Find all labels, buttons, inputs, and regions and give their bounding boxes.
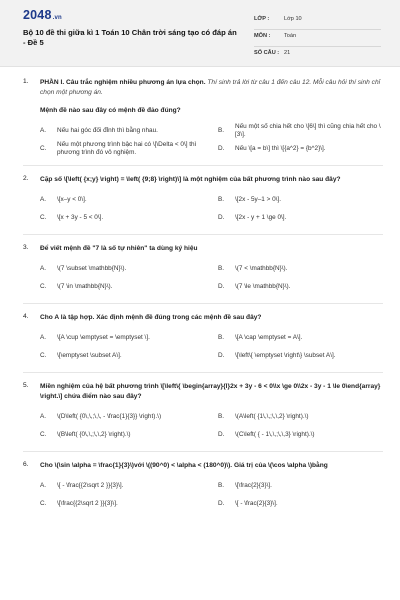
option-b[interactable] bbox=[218, 477, 390, 495]
divider bbox=[23, 372, 383, 373]
option-text: Nếu hai góc đối đỉnh thì bằng nhau. bbox=[57, 126, 158, 134]
section-intro bbox=[40, 78, 383, 98]
option-d[interactable] bbox=[218, 140, 390, 158]
logo-main: 2048 bbox=[23, 8, 52, 22]
option-letter: B. bbox=[218, 126, 225, 134]
option-text: \[2x - 5y–1 > 0\]. bbox=[235, 195, 282, 203]
option-a[interactable] bbox=[40, 408, 212, 426]
option-letter: A. bbox=[40, 195, 47, 203]
option-d[interactable] bbox=[218, 426, 390, 444]
question-list bbox=[0, 78, 400, 513]
option-text: \(7 \subset \mathbb{N}\). bbox=[57, 264, 127, 272]
question-6 bbox=[23, 461, 383, 513]
option-c[interactable] bbox=[40, 209, 212, 227]
option-letter: C. bbox=[40, 213, 47, 221]
option-text: \[ - \frac{{2\sqrt 2 }}{3}\]. bbox=[57, 481, 124, 489]
meta-value: Lớp 10 bbox=[284, 16, 302, 22]
option-letter: B. bbox=[218, 264, 225, 272]
option-letter: B. bbox=[218, 195, 225, 203]
option-text: \(D\left( {0\,\,;\,\, - \frac{1}{3}} \right).\) bbox=[57, 412, 162, 420]
section-heading: PHẦN I. Câu trắc nghiệm nhiều phương án lựa chọn. bbox=[40, 79, 206, 86]
question-text: Để viết mệnh đề "7 là số tự nhiên" ta dùng ký hiệu bbox=[40, 245, 198, 252]
option-b[interactable] bbox=[218, 260, 390, 278]
option-text: \[x–y < 0\]. bbox=[57, 195, 87, 203]
option-b[interactable] bbox=[218, 191, 390, 209]
option-letter: C. bbox=[40, 430, 47, 438]
option-text: \(A\left( {1\,\,;\,\,2} \right).\) bbox=[235, 412, 309, 420]
question-text: Cặp số \[\left( {x;y} \right) = \left( {9;8} \right)\] là một nghiệm của bất phương trình nào sau đây? bbox=[40, 176, 341, 183]
question-text: Cho \(\sin \alpha = \frac{1}{3}\)với \((90^0) < \alpha < (180^0)\). Giá trị của \(\cos \alpha \)bằng bbox=[40, 462, 328, 469]
option-text: \[\left\{ \emptyset \right\} \subset A\]. bbox=[235, 351, 336, 359]
option-b[interactable] bbox=[218, 122, 390, 140]
question-number: 1. bbox=[23, 78, 29, 85]
option-letter: A. bbox=[40, 126, 47, 134]
meta-value: Toán bbox=[284, 33, 297, 39]
option-c[interactable] bbox=[40, 426, 212, 444]
option-text: \(7 < \mathbb{N}\). bbox=[235, 264, 288, 272]
option-text: \[A \cap \emptyset = A\]. bbox=[235, 333, 303, 341]
question-text: Cho A là tập hợp. Xác định mệnh đề đúng trong các mệnh đề sau đây? bbox=[40, 314, 262, 321]
option-letter: D. bbox=[218, 282, 225, 290]
question-1 bbox=[23, 78, 383, 158]
meta-label: LỚP : bbox=[254, 16, 270, 22]
meta-value: 21 bbox=[284, 50, 291, 56]
divider bbox=[23, 303, 383, 304]
question-2 bbox=[23, 175, 383, 227]
question-number: 4. bbox=[23, 313, 29, 320]
option-a[interactable] bbox=[40, 122, 212, 140]
option-letter: C. bbox=[40, 499, 47, 507]
site-logo[interactable] bbox=[23, 8, 62, 22]
meta-box bbox=[254, 13, 381, 63]
option-text: \(C\left( { - 1\,\,;\,\,3} \right).\) bbox=[235, 430, 315, 438]
option-a[interactable] bbox=[40, 260, 212, 278]
option-d[interactable] bbox=[218, 278, 390, 296]
divider bbox=[23, 451, 383, 452]
option-d[interactable] bbox=[218, 209, 390, 227]
option-text: Nếu \[a = b\] thì \[{a^2} = {b^2}\]. bbox=[235, 144, 326, 152]
option-text: \(7 \in \mathbb{N}\). bbox=[57, 282, 113, 290]
page-header bbox=[0, 0, 400, 67]
option-text: \[\frac{{2\sqrt 2 }}{3}\]. bbox=[57, 499, 118, 507]
option-d[interactable] bbox=[218, 495, 390, 513]
question-text: Miền nghiệm của hệ bất phương trình \[\left\{ \begin{array}{l}2x + 3y - 6 < 0\\x \ge 0\\2x - 3y - 1 \le 0\end{array} \right.\] chứa điểm nào sau đây? bbox=[40, 383, 381, 400]
meta-label: SỐ CÂU : bbox=[254, 50, 280, 56]
option-b[interactable] bbox=[218, 329, 390, 347]
option-letter: D. bbox=[218, 213, 225, 221]
document-title: Bộ 10 đề thi giữa kì 1 Toán 10 Chân trời sáng tạo có đáp án - Đề 5 bbox=[23, 28, 237, 47]
logo-suffix: .vn bbox=[52, 15, 62, 21]
option-text: \[\frac{2}{3}\]. bbox=[235, 481, 272, 489]
option-a[interactable] bbox=[40, 329, 212, 347]
option-c[interactable] bbox=[40, 495, 212, 513]
option-letter: C. bbox=[40, 144, 47, 152]
question-4 bbox=[23, 313, 383, 365]
question-text: Mệnh đề nào sau đây có mệnh đề đảo đúng? bbox=[40, 107, 181, 114]
option-text: \(B\left( {0\,\,;\,\,2} \right).\) bbox=[57, 430, 131, 438]
question-5 bbox=[23, 382, 383, 444]
option-letter: D. bbox=[218, 499, 225, 507]
option-text: \[A \cup \emptyset = \emptyset \]. bbox=[57, 333, 150, 341]
option-letter: C. bbox=[40, 282, 47, 290]
section-instructions: Thí sinh trả lời từ câu 1 đến câu 12. Mỗi câu hỏi thí sinh chỉ chọn một phương án. bbox=[40, 79, 381, 96]
question-number: 3. bbox=[23, 244, 29, 251]
option-c[interactable] bbox=[40, 278, 212, 296]
option-a[interactable] bbox=[40, 191, 212, 209]
meta-row-class bbox=[254, 13, 381, 30]
option-letter: B. bbox=[218, 333, 225, 341]
option-text: \[ - \frac{2}{3}\]. bbox=[235, 499, 278, 507]
option-letter: A. bbox=[40, 481, 47, 489]
meta-row-count bbox=[254, 47, 381, 63]
option-text: \[2x - y + 1 \ge 0\]. bbox=[235, 213, 287, 221]
option-letter: D. bbox=[218, 430, 225, 438]
option-letter: D. bbox=[218, 144, 225, 152]
question-number: 2. bbox=[23, 175, 29, 182]
option-text: \[\emptyset \subset A\]. bbox=[57, 351, 122, 359]
option-letter: B. bbox=[218, 412, 225, 420]
option-text: \[x + 3y - 5 < 0\]. bbox=[57, 213, 104, 221]
option-b[interactable] bbox=[218, 408, 390, 426]
option-d[interactable] bbox=[218, 347, 390, 365]
option-text: Nếu một phương trình bậc hai có \[\Delta < 0\] thì phương trình đó vô nghiệm. bbox=[57, 140, 197, 156]
option-letter: A. bbox=[40, 333, 47, 341]
option-text: Nếu một số chia hết cho \[6\] thì cũng chia hết cho \[3\]. bbox=[235, 122, 381, 138]
option-letter: A. bbox=[40, 412, 47, 420]
option-letter: B. bbox=[218, 481, 225, 489]
question-number: 5. bbox=[23, 382, 29, 389]
meta-label: MÔN : bbox=[254, 33, 271, 39]
option-letter: C. bbox=[40, 351, 47, 359]
option-text: \(7 \le \mathbb{N}\). bbox=[235, 282, 291, 290]
option-letter: D. bbox=[218, 351, 225, 359]
option-c[interactable] bbox=[40, 347, 212, 365]
option-c[interactable] bbox=[40, 140, 212, 158]
divider bbox=[23, 165, 383, 166]
option-a[interactable] bbox=[40, 477, 212, 495]
meta-row-subject bbox=[254, 30, 381, 47]
divider bbox=[23, 234, 383, 235]
question-3 bbox=[23, 244, 383, 296]
question-number: 6. bbox=[23, 461, 29, 468]
option-letter: A. bbox=[40, 264, 47, 272]
